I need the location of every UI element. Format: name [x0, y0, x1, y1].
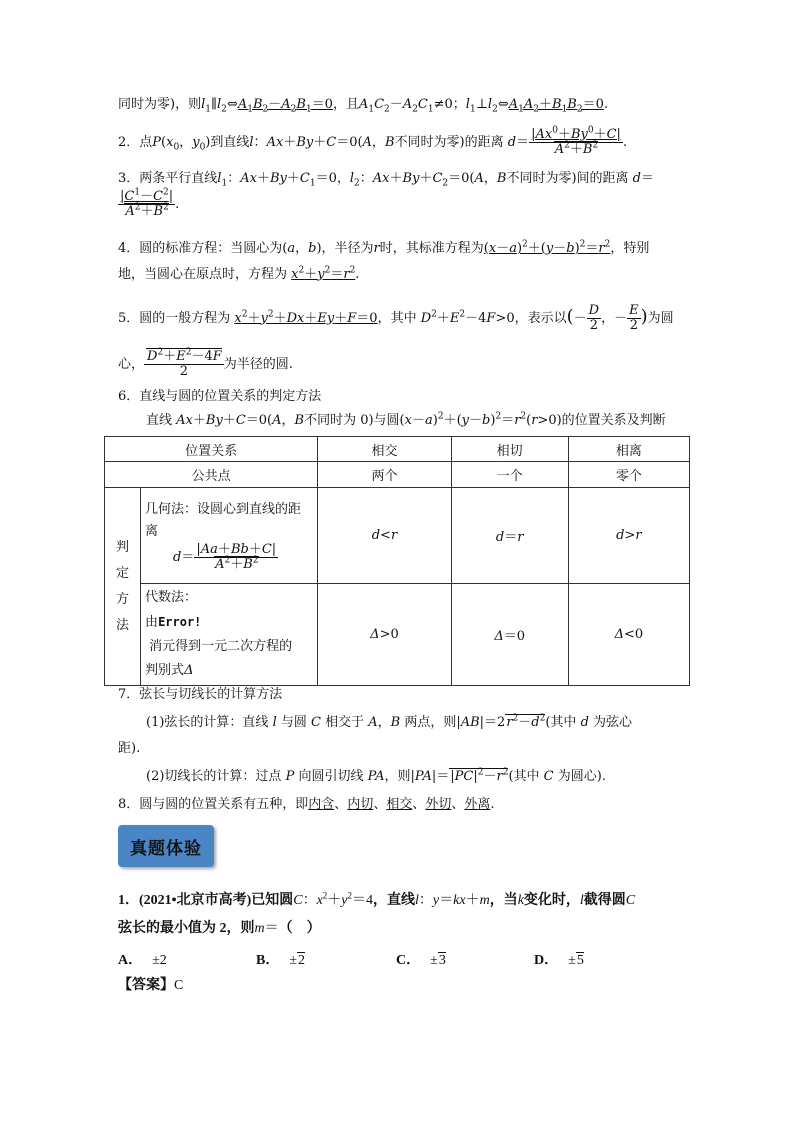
table-row-algebraic [105, 584, 690, 686]
cell-zero: 零个 [568, 462, 689, 488]
item-6-heading: 6．直线与圆的位置关系的判定方法 [118, 389, 322, 404]
cell-geometric-method: 几何法：设圆心到直线的距 离 d＝ $\frac{|Aa+Bb+C|}{A^2+B^2}$ [141, 488, 318, 584]
cell-geo-greater: d>r [568, 488, 689, 584]
item-4-standard-equation: 4．圆的标准方程：当圆心为(a，b)，半径为r时，其标准方程为$(x-a)^2+(y-b)^2=r^2$，特别 [118, 239, 650, 256]
table-row-common-points [105, 462, 690, 488]
cell-common-points: 公共点 [105, 462, 318, 488]
section-banner: 真题体验 [118, 825, 214, 867]
item-3-parallel-distance: 3．两条平行直线$l_1$：$Ax+By+C_1=0$，$l_2$：$Ax+By+C_2=0(A$，B不同时为零)间的距离 d＝ [118, 171, 654, 189]
cell-two: 两个 [318, 462, 451, 488]
table-row-geometric [105, 488, 690, 584]
question-1: 1．(2021•北京市高考)已知圆C：$x^2+y^2=4$，直线l：y＝kx＋m，当k变化时，l截得圆C [118, 890, 636, 908]
item-7-heading: 7．弦长与切线长的计算方法 [118, 687, 283, 702]
question-1-line-2: 弦长的最小值为 2，则m＝（ ） [118, 921, 321, 936]
cell-judge-label: 判 定 方 法 [105, 488, 141, 686]
item-8-circle-relations: 8．圆与圆的位置关系有五种，即内含、内切、相交、外切、外离. [118, 797, 495, 812]
cell-geo-less: d<r [318, 488, 451, 584]
item-6-intro: 直线 Ax＋By＋C＝0(A，B不同时为 0)与圆$(x-a)^2+(y-b)^2=r^2(r>0)$的位置关系及判断 [146, 411, 666, 428]
cell-alg-negative: Δ<0 [568, 584, 689, 686]
cell-one: 一个 [451, 462, 568, 488]
item-7-chord-line-2: 距). [118, 741, 141, 756]
item-7-tangent: (2)切线长的计算：过点 P 向圆引切线 PA，则$|PA|=|PC|^2-r^2$(其中 C 为圆心). [146, 767, 606, 784]
cell-alg-positive: Δ>0 [318, 584, 451, 686]
item-3-fraction: $\frac{|C^1-C^2|}{A^2+B^2}$ . [120, 187, 180, 219]
option-c[interactable]: C． ±3 [396, 953, 446, 968]
option-a[interactable]: A． ±2 [118, 953, 167, 968]
option-d[interactable]: D． ±5 [534, 953, 584, 968]
header-relation: 位置关系 [105, 437, 318, 462]
item-5-line-2: 心， $\frac{D^2+E^2-4F}{2}$ 为半径的圆. [118, 347, 293, 379]
cell-algebraic-method: 代数法： 由Error! 消元得到一元二次方程的 判别式Δ [141, 584, 318, 686]
line-parallel-perpendicular: 同时为零)，则$l_1\parallel l_2\Leftrightarrow A_1B_2-A_2B_1=0$，且$A_1C_2-A_2C_1\ne 0$；$l_1\perp l_2\Leftrightarrow A_1A_2+B_1B_2=0$. [118, 97, 609, 115]
cell-alg-zero: Δ＝0 [451, 584, 568, 686]
header-tangent: 相切 [451, 437, 568, 462]
position-relation-table [104, 436, 690, 686]
item-7-chord: (1)弦长的计算：直线 l 与圆 C 相交于 A，B 两点，则$|AB|=2r^2-d^2$(其中 d 为弦心 [146, 713, 633, 730]
table-header-row [105, 437, 690, 462]
header-intersect: 相交 [318, 437, 451, 462]
answer: 【答案】C [118, 978, 184, 993]
item-2-point-line-distance: 2．点$P(x_0$，$y_0$)到直线l：Ax＋By＋C＝0(A，B不同时为零)的距离 d＝ $\frac{|Ax^0+By^0+C|}{A^2+B^2}$ . [118, 125, 628, 157]
item-4-line-2: 地，当圆心在原点时，方程为 $x^2+y^2=r^2$. [118, 265, 360, 282]
cell-geo-equal: d＝r [451, 488, 568, 584]
option-b[interactable]: B． ±2 [256, 953, 306, 968]
header-separate: 相离 [568, 437, 689, 462]
item-5-general-equation: 5．圆的一般方程为 $x^2+y^2+Dx+Ey+F=0$，其中 $D^2+E^2-4F>0$，表示以(－ $\frac{D}{2}$ ，－ $\frac{E}{2}$ )为圆 [118, 303, 674, 333]
